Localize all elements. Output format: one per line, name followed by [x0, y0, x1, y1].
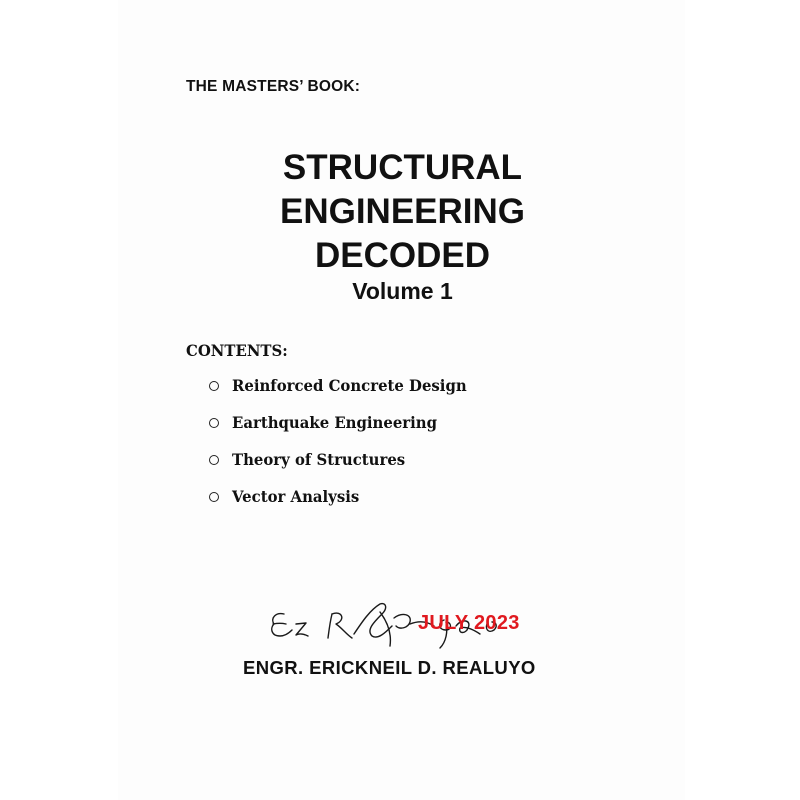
contents-heading: CONTENTS: — [186, 341, 288, 360]
publication-date: JULY 2023 — [418, 612, 520, 634]
title-line-3: DECODED — [314, 236, 491, 275]
hollow-circle-bullet-icon — [209, 381, 219, 391]
series-label: THE MASTERS’ BOOK: — [186, 78, 361, 95]
hollow-circle-bullet-icon — [209, 455, 219, 465]
title-line-2: ENGINEERING — [279, 192, 526, 231]
contents-item-label: Earthquake Engineering — [232, 413, 438, 432]
contents-item — [209, 404, 484, 441]
contents-list — [209, 367, 484, 515]
contents-item — [209, 367, 484, 404]
contents-item — [209, 478, 484, 515]
contents-item — [209, 441, 484, 478]
contents-item-label: Theory of Structures — [232, 450, 406, 469]
book-title — [200, 146, 605, 304]
author-name: ENGR. ERICKNEIL D. REALUYO — [243, 657, 536, 678]
contents-item-label: Reinforced Concrete Design — [232, 376, 467, 395]
contents-item-label: Vector Analysis — [232, 487, 360, 506]
hollow-circle-bullet-icon — [209, 418, 219, 428]
volume-label: Volume 1 — [352, 278, 453, 304]
hollow-circle-bullet-icon — [209, 492, 219, 502]
title-line-1: STRUCTURAL — [282, 148, 523, 187]
